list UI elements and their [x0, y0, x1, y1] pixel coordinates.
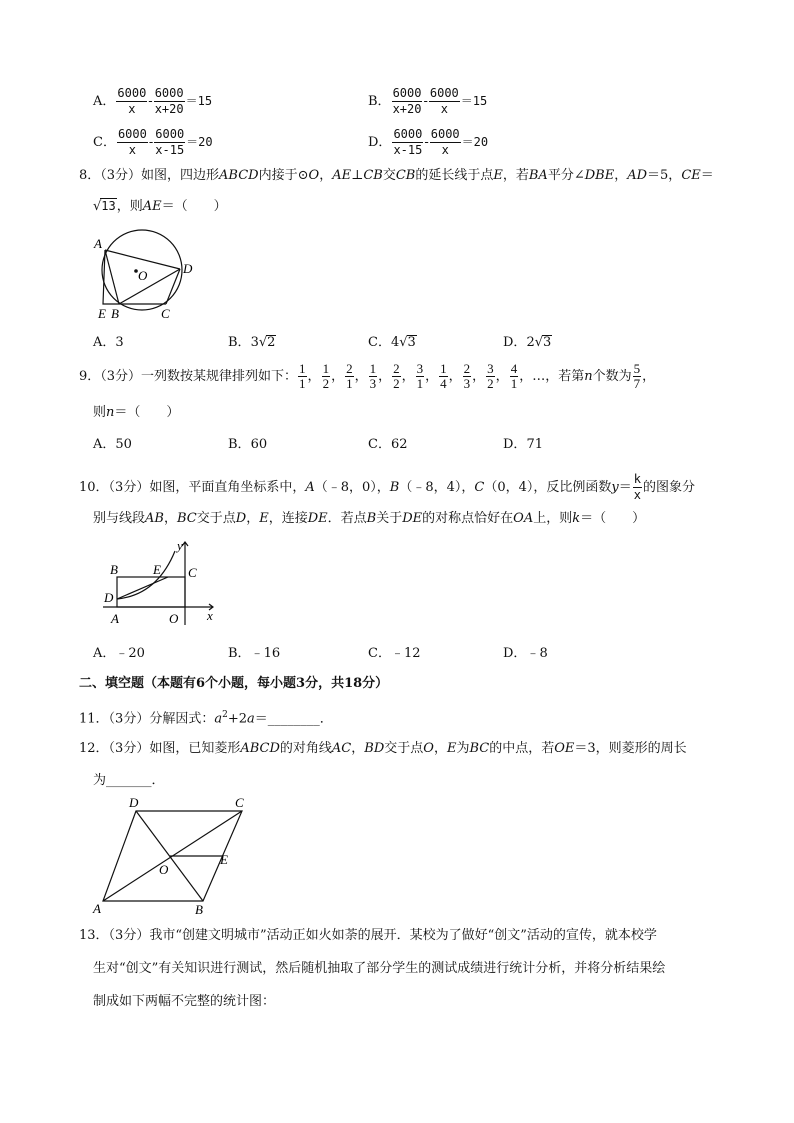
fig-label-d: D — [104, 590, 114, 605]
q11-answer-blank: ________ — [267, 711, 320, 727]
q9-sequence-fraction: $\frac{1}{4}$ — [440, 361, 447, 391]
q9-sequence-fraction: $\frac{1}{3}$ — [369, 361, 377, 391]
q9-sequence-fraction: $\frac{2}{1}$ — [346, 361, 353, 391]
q12-answer-blank: _______ — [106, 773, 152, 788]
q10-option-a: A．﹣20 — [93, 646, 145, 661]
q10-option-c: C．﹣12 — [368, 646, 421, 661]
q8-option-a: A．3 — [93, 335, 124, 350]
q9-option-c: C．62 — [368, 437, 408, 452]
fig-label-b: B — [111, 306, 119, 320]
q9-stem-line2: 则n＝（ ） — [93, 405, 180, 420]
q9-sequence-fraction: $\frac{2}{3}$ — [463, 361, 471, 391]
q13-stem-line2: 生对“创文”有关知识进行测试，然后随机抽取了部分学生的测试成绩进行统计分析，并将分析结果绘 — [93, 961, 666, 976]
q9-sequence-fraction: $\frac{2}{2}$ — [393, 361, 400, 391]
q10-figure-coordinate — [95, 537, 225, 629]
q9-sequence-fraction: $\frac{1}{1}$ — [299, 361, 306, 391]
q12-figure-rhombus — [90, 793, 260, 918]
fig-label-d: D — [129, 795, 139, 810]
fig-label-y: y — [177, 538, 183, 553]
q9-option-b: B．60 — [228, 437, 268, 452]
fig-label-a: A — [93, 901, 101, 916]
q9-sequence-fraction: $\frac{3}{2}$ — [487, 361, 494, 391]
fig-label-d: D — [183, 261, 193, 276]
q10-option-d: D．﹣8 — [503, 646, 548, 661]
fig-label-a: A — [94, 236, 102, 251]
fig-label-x: x — [207, 608, 213, 623]
fig-label-o: O — [159, 862, 169, 877]
q9-sequence-fraction: $\frac{1}{2}$ — [322, 361, 330, 391]
q8-figure-circle-quadrilateral — [92, 228, 202, 320]
q9-sequence-fraction: $\frac{4}{1}$ — [510, 361, 518, 391]
q9-option-a: A．50 — [93, 437, 132, 452]
fig-label-c: C — [235, 795, 244, 810]
q11-stem: 11．（3分）分解因式：$a^2+2a=\_\_\_\_\_\_\_\_$． — [79, 710, 333, 727]
q8-stem-line1: 8．（3分）如图，四边形ABCD内接于⊙O，AE⊥CB交CB的延长线于点E，若BA平分∠DBE，AD＝5，CE＝ — [79, 168, 714, 183]
fig-label-e: E — [220, 852, 228, 867]
q8-option-d: D．2√3 — [503, 335, 552, 350]
q12-stem-line2: 为_______． — [93, 773, 165, 788]
q9-sequence-fraction: $\frac{3}{1}$ — [416, 361, 424, 391]
fig-label-b: B — [110, 562, 118, 577]
fig-label-c: C — [161, 306, 170, 320]
q12-stem-line1: 12．（3分）如图，已知菱形ABCD的对角线AC，BD交于点O，E为BC的中点，若OE＝3，则菱形的周长 — [79, 741, 687, 756]
q13-stem-line3: 制成如下两幅不完整的统计图： — [93, 994, 276, 1009]
q13-stem-line1: 13．（3分）我市“创建文明城市”活动正如火如荼的展开．某校为了做好“创文”活动的宣传，就本校学 — [79, 928, 657, 943]
q7-option-a: A． $\frac{6000}{x}$ - $\frac{6000}{x+20}$ ＝15 — [93, 86, 213, 116]
section-heading-fill-blank: 二、填空题（本题有6个小题，每小题3分，共18分） — [79, 676, 389, 691]
q10-stem-line1: 10．（3分）如图，平面直角坐标系中，A（﹣8，0），B（﹣8，4），C（0，4），反比例函数y＝ $\frac{k}{x}$ 的图象分 — [79, 472, 695, 502]
q8-option-c: C．4√3 — [368, 335, 416, 350]
fig-label-o: O — [169, 611, 179, 626]
q8-option-b: B．3√2 — [228, 335, 276, 350]
fig-label-e: E — [153, 562, 161, 577]
fig-label-e: E — [98, 306, 106, 320]
q8-stem-line2: √13，则AE＝（ ） — [93, 199, 227, 214]
q7-option-b: B． $\frac{6000}{x+20}$ - $\frac{6000}{x}$ ＝15 — [368, 86, 488, 116]
fig-label-c: C — [188, 565, 197, 580]
q9-option-d: D．71 — [503, 437, 543, 452]
q10-stem-line2: 别与线段AB，BC交于点D，E，连接DE．若点B关于DE的对称点恰好在OA上，则k＝（ ） — [93, 511, 646, 526]
q10-option-b: B．﹣16 — [228, 646, 281, 661]
q7-option-c: C． $\frac{6000}{x}$ - $\frac{6000}{x-15}$ ＝20 — [93, 127, 213, 157]
q7-option-d: D． $\frac{6000}{x-15}$ - $\frac{6000}{x}$ ＝20 — [368, 127, 489, 157]
fig-label-o: O — [138, 268, 148, 283]
fig-label-b: B — [195, 902, 203, 917]
q9-stem-line1: 9．（3分）一列数按某规律排列如下： $\frac{1}{1}$ ， $\frac{1}{2}$ ， $\frac{2}{1}$ ， $\frac{1}{3}$ ， $\frac{2}{2}$ ， $\frac{3}{1}$ ， $\frac{1}{4}$ ， $\frac{2}{3}$ ， $\frac{3}{2}$ ， $\frac{4}{1}$ ，…，若第n个数为 $\frac{5}{7}$ ， — [79, 361, 656, 391]
q9-sequence: $\frac{1}{1}$ ， $\frac{1}{2}$ ， $\frac{2}{1}$ ， $\frac{1}{3}$ ， $\frac{2}{2}$ ， $\frac{3}{1}$ ， $\frac{1}{4}$ ， $\frac{2}{3}$ ， $\frac{3}{2}$ ， $\frac{4}{1}$ — [299, 361, 518, 391]
fig-label-a: A — [111, 611, 119, 626]
